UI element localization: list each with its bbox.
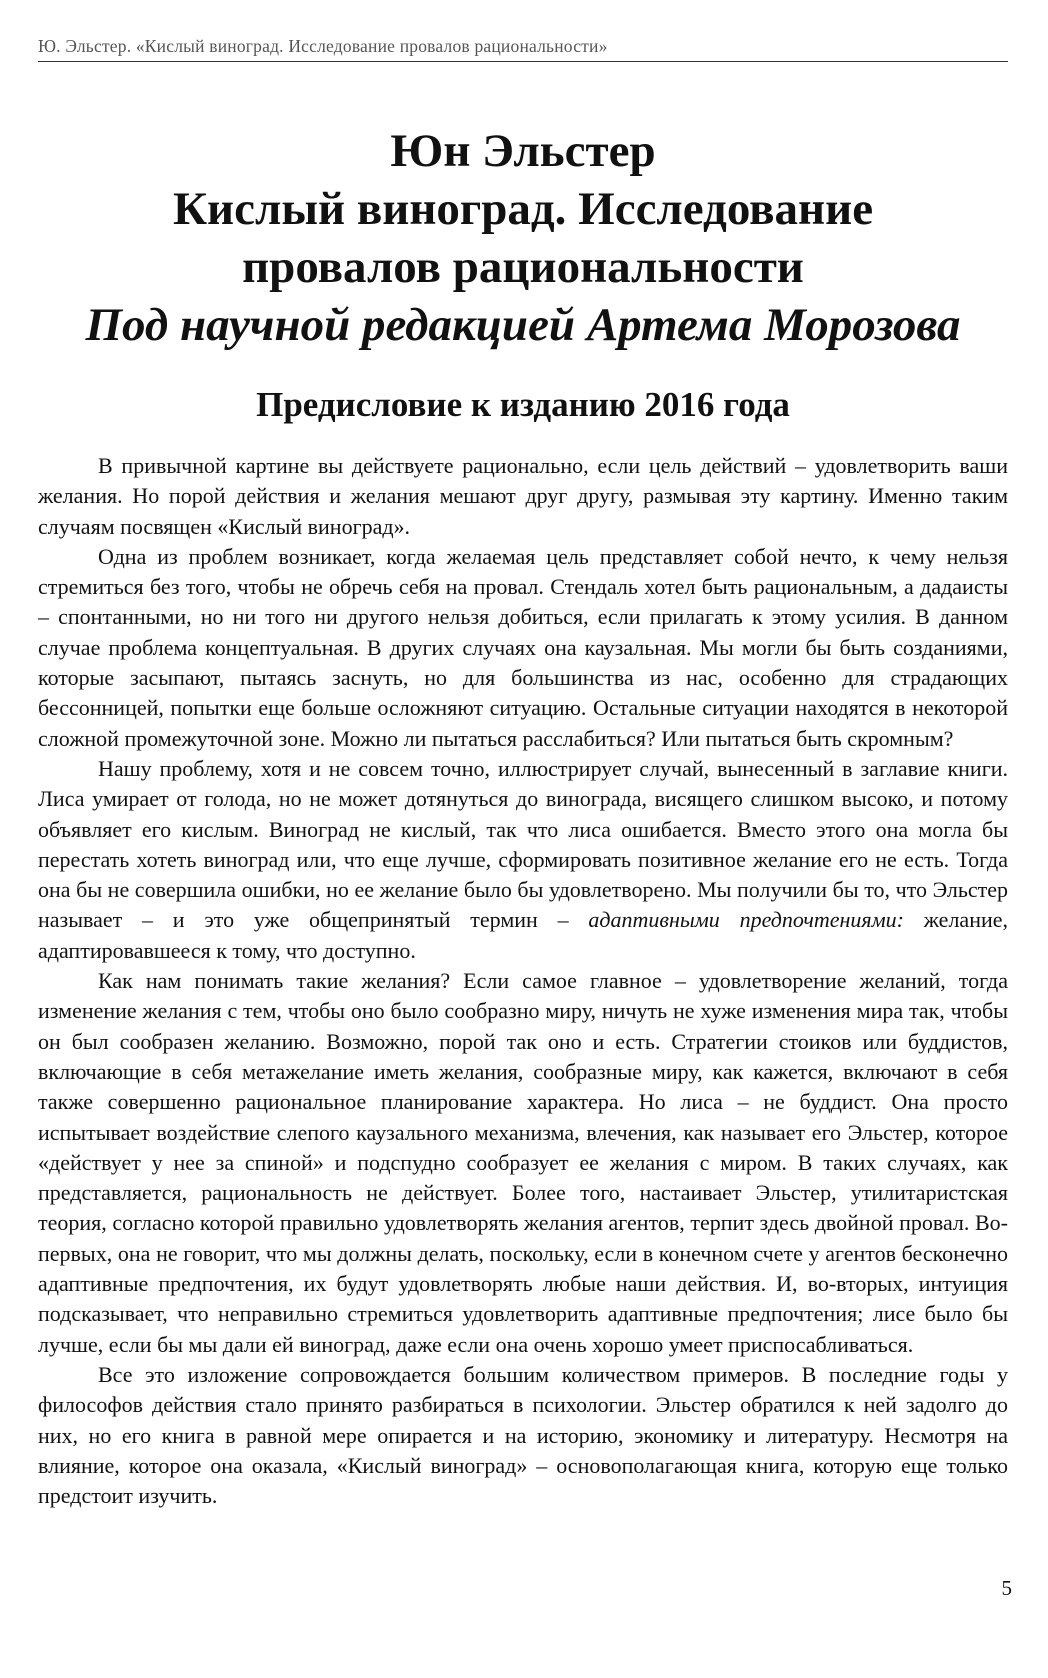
- paragraph: Все это изложение сопровождается большим количеством примеров. В последние годы у философов действия стало принято разбираться в психологии. Эльстер обратился к ней задолго до них, но его книга в равной мере опирается и на историю, экономику и литературу. Несмотря на влияние, которое она оказала, «Кислый виноград» – основополагающая книга, которую еще только предстоит изучить.: [38, 1361, 1008, 1509]
- body-text: [38, 451, 1008, 1511]
- book-title-line-1: Кислый виноград. Исследование: [172, 183, 874, 235]
- paragraph: В привычной картине вы действуете рационально, если цель действий – удовлетворить ваши желания. Но порой действия и желания мешают друг другу, размывая эту картину. Именно таким случаям посвящен «Кислый виноград».: [38, 453, 1008, 539]
- page-number: 5: [1001, 1576, 1012, 1600]
- book-title-block: [38, 122, 1008, 354]
- paragraph: Как нам понимать такие желания? Если самое главное – удовлетворение желаний, тогда изменение желания с тем, чтобы оно было сообразно миру, ничуть не хуже изменения мира так, чтобы он был сообразен желанию. Возможно, порой так оно и есть. Стратегии стоиков или буддистов, включающие в себя метажелание иметь желания, сообразные миру, как кажется, включают в себя также совершенно рациональное планирование характера. Но лиса – не буддист. Она просто испытывает воздействие слепого каузального механизма, влечения, как называет его Эльстер, которое «действует у нее за спиной» и подспудно сообразует ее желания с миром. В таких случаях, как представляется, рациональность не действует. Более того, настаивает Эльстер, утилитаристская теория, согласно которой правильно удовлетворять желания агентов, терпит здесь двойной провал. Во-первых, она не говорит, что мы должны делать, поскольку, если в конечном счете у агентов бесконечно адаптивные предпочтения, их будут удовлетворять любые наши действия. И, во-вторых, интуиция подсказывает, что неправильно стремиться удовлетворить адаптивные предпочтения; лисе было бы лучше, если бы мы дали ей виноград, даже если она очень хорошо умеет приспосабливаться.: [38, 968, 1008, 1357]
- section-heading: Предисловие к изданию 2016 года: [256, 385, 790, 424]
- emphasized-term: адаптивными предпочтениями:: [588, 907, 904, 933]
- paragraph-text: желание, адаптировавшееся к тому, что доступно.: [38, 907, 1008, 963]
- running-header: Ю. Эльстер. «Кислый виноград. Исследование провалов рациональности»: [38, 36, 1008, 62]
- paragraph: [38, 754, 1008, 966]
- author-name: Юн Эльстер: [390, 125, 656, 177]
- paragraph: Одна из проблем возникает, когда желаемая цель представляет собой нечто, к чему нельзя стремиться без того, чтобы не обречь себя на провал. Стендаль хотел быть рациональным, а дадаисты – спонтанными, но ни того ни другого нельзя добиться, если прилагать к этому усилия. В данном случае проблема концептуальная. В других случаях она каузальная. Мы могли бы быть созданиями, которые засыпают, пытаясь заснуть, но для большинства из нас, особенно для страдающих бессонницей, попытки еще больше осложняют ситуацию. Остальные ситуации находятся в некоторой сложной промежуточной зоне. Можно ли пытаться расслабиться? Или пытаться быть скромным?: [38, 543, 1008, 751]
- editor-line: Под научной редакцией Артема Морозова: [85, 299, 961, 351]
- paragraph-text: Нашу проблему, хотя и не совсем точно, иллюстрирует случай, вынесенный в заглавие книги. Лиса умирает от голода, но не может дотянуться до винограда, висящего слишком высоко, и потому объявляет его кислым. Виноград не кислый, так что лиса ошибается. Вместо этого она могла бы перестать хотеть виноград или, что еще лучше, сформировать позитивное желание его не есть. Тогда она бы не совершила ошибки, но ее желание было бы удовлетворено. Мы получили бы то, что Эльстер называет – и это уже общепринятый термин –: [38, 755, 1008, 933]
- book-title-line-2: провалов рациональности: [242, 241, 804, 293]
